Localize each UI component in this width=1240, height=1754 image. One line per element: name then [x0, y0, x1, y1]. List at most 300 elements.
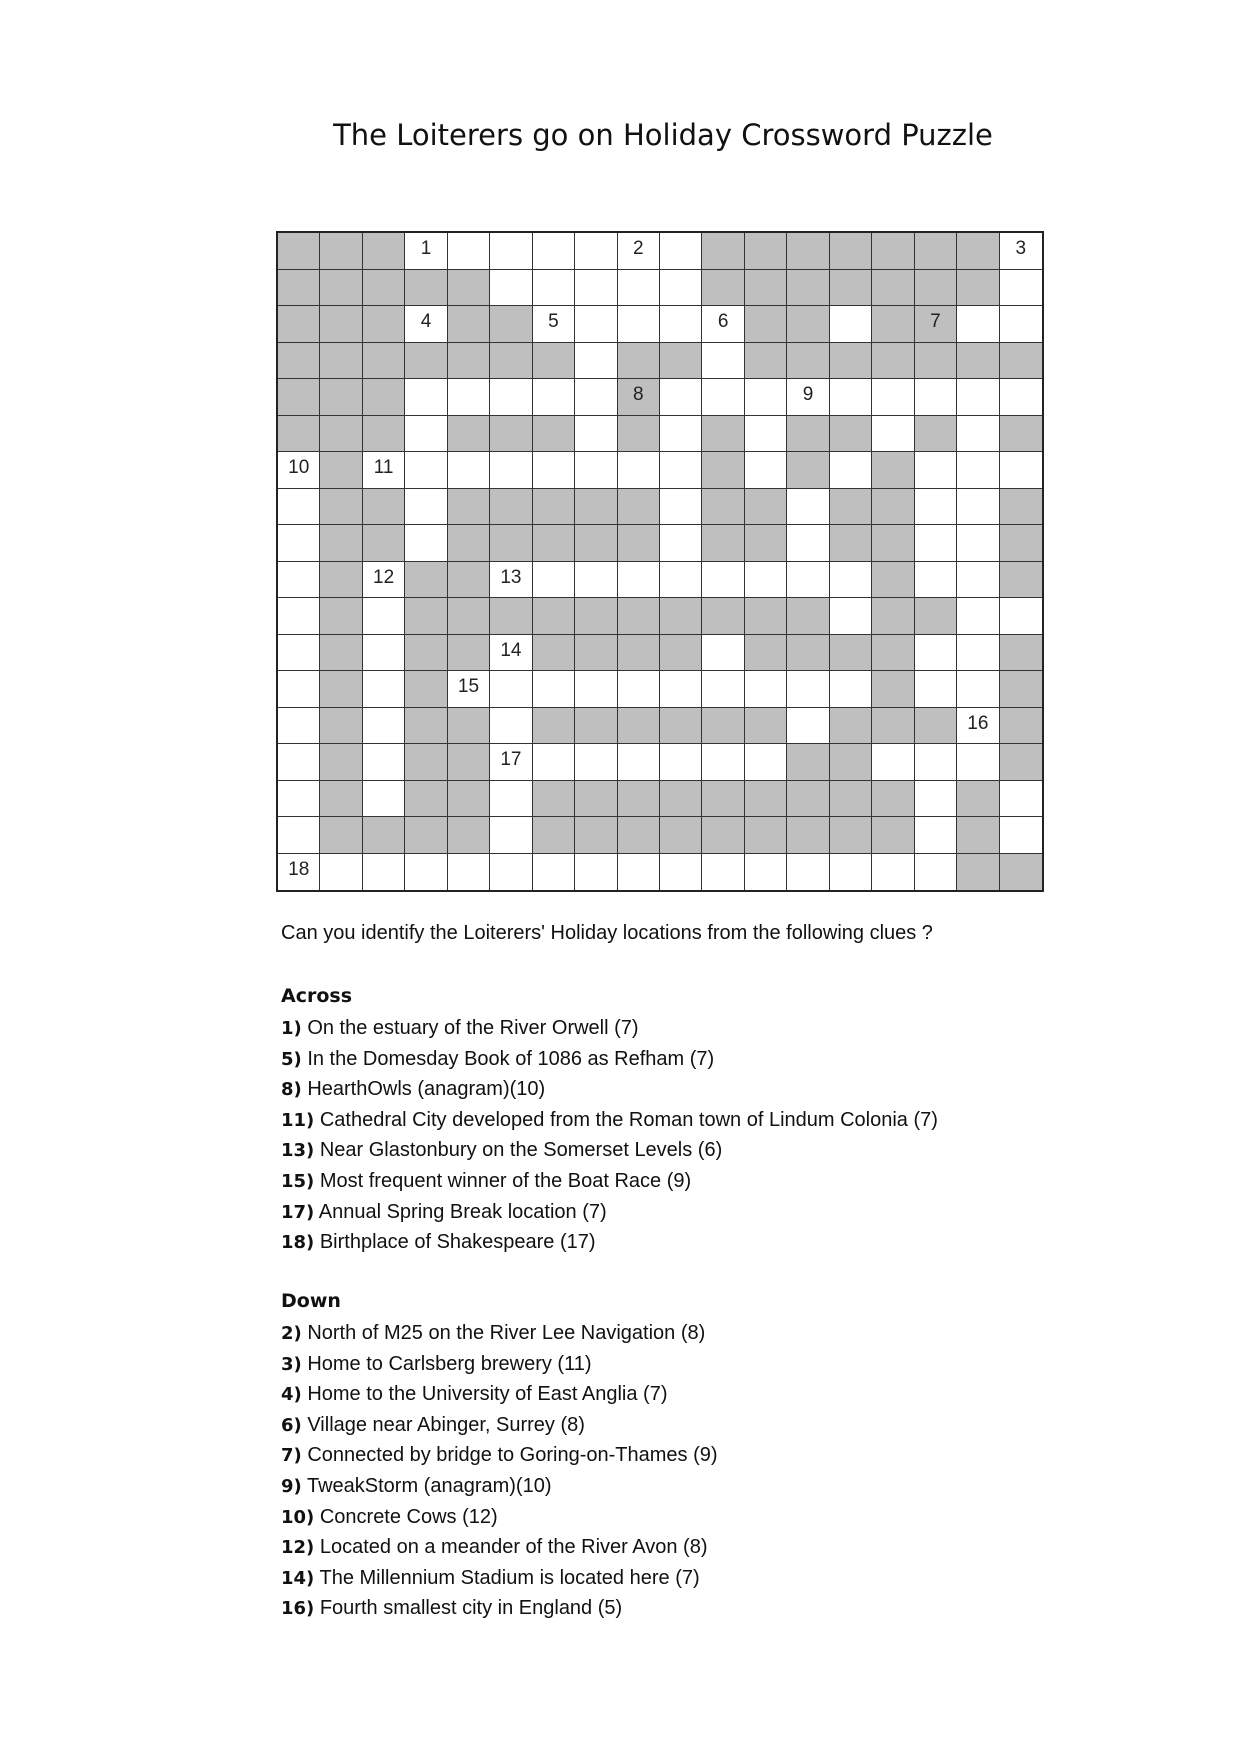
down-clue: [281, 1318, 718, 1349]
answer-cell[interactable]: [405, 452, 447, 489]
blocked-cell: [278, 233, 320, 270]
answer-cell[interactable]: [872, 854, 914, 891]
blocked-cell: [1000, 343, 1042, 380]
blocked-cell: [448, 598, 490, 635]
blocked-cell: [915, 416, 957, 453]
answer-cell[interactable]: [1000, 306, 1042, 343]
blocked-cell: [745, 598, 787, 635]
blocked-cell: [405, 562, 447, 599]
answer-cell[interactable]: [702, 343, 744, 380]
answer-cell[interactable]: [405, 525, 447, 562]
blocked-cell: [830, 744, 872, 781]
blocked-cell: [448, 525, 490, 562]
answer-cell[interactable]: [575, 306, 617, 343]
blocked-cell: [660, 635, 702, 672]
clue-number: 10: [288, 457, 310, 478]
blocked-cell: [575, 598, 617, 635]
blocked-cell: [702, 817, 744, 854]
blocked-cell: [278, 270, 320, 307]
blocked-cell: [872, 489, 914, 526]
blocked-cell: [363, 270, 405, 307]
answer-cell[interactable]: [915, 817, 957, 854]
blocked-cell: [533, 817, 575, 854]
answer-cell[interactable]: [575, 270, 617, 307]
answer-cell[interactable]: [957, 306, 999, 343]
clue-number: 5: [548, 311, 559, 332]
clue-text: Village near Abinger, Surrey (8): [301, 1413, 585, 1436]
blocked-cell: [745, 270, 787, 307]
answer-cell[interactable]: [575, 562, 617, 599]
answer-cell[interactable]: [490, 744, 532, 781]
answer-cell[interactable]: [363, 635, 405, 672]
clue-number-label: 9): [281, 1475, 302, 1497]
answer-cell[interactable]: [787, 854, 829, 891]
answer-cell[interactable]: [363, 562, 405, 599]
answer-cell[interactable]: [363, 452, 405, 489]
answer-cell[interactable]: [957, 489, 999, 526]
answer-cell[interactable]: [745, 379, 787, 416]
answer-cell[interactable]: [1000, 598, 1042, 635]
answer-cell[interactable]: [575, 379, 617, 416]
blocked-cell: [320, 489, 362, 526]
answer-cell[interactable]: [872, 379, 914, 416]
answer-cell[interactable]: [533, 854, 575, 891]
answer-cell[interactable]: [787, 525, 829, 562]
blocked-cell: [448, 562, 490, 599]
answer-cell[interactable]: [575, 671, 617, 708]
blocked-cell: [872, 781, 914, 818]
blocked-cell: [830, 635, 872, 672]
blocked-cell: [702, 708, 744, 745]
blocked-cell: [872, 635, 914, 672]
blocked-cell: [533, 525, 575, 562]
answer-cell[interactable]: [278, 817, 320, 854]
blocked-cell: [405, 671, 447, 708]
clue-number: 1: [420, 238, 432, 259]
answer-cell[interactable]: [830, 306, 872, 343]
clue-number-label: 18): [281, 1232, 315, 1254]
clue-number: 14: [500, 639, 522, 661]
answer-cell[interactable]: [490, 854, 532, 891]
blocked-cell: [405, 781, 447, 818]
answer-cell[interactable]: [830, 854, 872, 891]
answer-cell[interactable]: [660, 452, 702, 489]
answer-cell[interactable]: [405, 489, 447, 526]
answer-cell[interactable]: [915, 781, 957, 818]
answer-cell[interactable]: [278, 489, 320, 526]
answer-cell[interactable]: [660, 525, 702, 562]
answer-cell[interactable]: [957, 744, 999, 781]
answer-cell[interactable]: [490, 781, 532, 818]
answer-cell[interactable]: [957, 708, 999, 745]
answer-cell[interactable]: [957, 416, 999, 453]
blocked-cell: [745, 343, 787, 380]
answer-cell[interactable]: [490, 671, 532, 708]
answer-cell[interactable]: [533, 562, 575, 599]
blocked-cell: [702, 489, 744, 526]
answer-cell[interactable]: [448, 452, 490, 489]
blocked-cell: [702, 416, 744, 453]
answer-cell[interactable]: [618, 562, 660, 599]
blocked-cell: [405, 708, 447, 745]
blocked-cell: [872, 525, 914, 562]
answer-cell[interactable]: [660, 233, 702, 270]
clue-text: Cathedral City developed from the Roman town of Lindum Colonia (7): [314, 1108, 938, 1131]
blocked-cell: [660, 598, 702, 635]
clue-number-label: 3): [281, 1353, 302, 1375]
answer-cell[interactable]: [490, 708, 532, 745]
down-clue: [281, 1502, 718, 1533]
answer-cell[interactable]: [278, 744, 320, 781]
answer-cell[interactable]: [915, 452, 957, 489]
answer-cell[interactable]: [575, 343, 617, 380]
answer-cell[interactable]: [448, 854, 490, 891]
answer-cell[interactable]: [618, 306, 660, 343]
blocked-cell: [363, 379, 405, 416]
answer-cell[interactable]: [533, 671, 575, 708]
answer-cell[interactable]: [872, 744, 914, 781]
blocked-cell: [618, 708, 660, 745]
answer-cell[interactable]: [1000, 452, 1042, 489]
answer-cell[interactable]: [787, 379, 829, 416]
answer-cell[interactable]: [618, 744, 660, 781]
across-clue: [281, 1105, 938, 1136]
blocked-cell: [830, 343, 872, 380]
answer-cell[interactable]: [830, 598, 872, 635]
answer-cell[interactable]: [448, 379, 490, 416]
clue-text: Birthplace of Shakespeare (17): [314, 1231, 596, 1254]
answer-cell[interactable]: [490, 452, 532, 489]
blocked-cell: [363, 525, 405, 562]
answer-cell[interactable]: [1000, 233, 1042, 270]
answer-cell[interactable]: [660, 270, 702, 307]
clue-text: The Millennium Stadium is located here (7): [314, 1566, 700, 1589]
blocked-cell: [872, 306, 914, 343]
answer-cell[interactable]: [702, 671, 744, 708]
answer-cell[interactable]: [575, 854, 617, 891]
clue-number-label: 13): [281, 1140, 315, 1162]
answer-cell[interactable]: [320, 854, 362, 891]
blocked-cell: [405, 635, 447, 672]
clue-number-label: 15): [281, 1170, 315, 1192]
answer-cell[interactable]: [787, 671, 829, 708]
clue-number: 4: [420, 311, 432, 332]
answer-cell[interactable]: [278, 671, 320, 708]
clue-number-label: 14): [281, 1567, 315, 1589]
answer-cell[interactable]: [405, 233, 447, 270]
across-section: [281, 980, 938, 1258]
blocked-cell: [830, 708, 872, 745]
clue-text: In the Domesday Book of 1086 as Refham (7): [301, 1047, 715, 1070]
blocked-cell: [363, 817, 405, 854]
answer-cell[interactable]: [363, 708, 405, 745]
answer-cell[interactable]: [957, 452, 999, 489]
blocked-cell: [1000, 525, 1042, 562]
answer-cell[interactable]: [278, 781, 320, 818]
blocked-cell: [872, 708, 914, 745]
clue-number: 11: [373, 457, 394, 478]
answer-cell[interactable]: [1000, 270, 1042, 307]
answer-cell[interactable]: [278, 598, 320, 635]
clue-text: Most frequent winner of the Boat Race (9): [314, 1169, 692, 1192]
answer-cell[interactable]: [490, 817, 532, 854]
answer-cell[interactable]: [915, 489, 957, 526]
answer-cell[interactable]: [660, 306, 702, 343]
answer-cell[interactable]: [618, 671, 660, 708]
answer-cell[interactable]: [702, 635, 744, 672]
blocked-cell: [618, 379, 660, 416]
answer-cell[interactable]: [787, 708, 829, 745]
blocked-cell: [872, 343, 914, 380]
blocked-cell: [320, 598, 362, 635]
blocked-cell: [830, 489, 872, 526]
blocked-cell: [490, 489, 532, 526]
blocked-cell: [448, 489, 490, 526]
answer-cell[interactable]: [957, 379, 999, 416]
blocked-cell: [575, 708, 617, 745]
blocked-cell: [787, 233, 829, 270]
answer-cell[interactable]: [618, 233, 660, 270]
answer-cell[interactable]: [278, 452, 320, 489]
clue-number-label: 10): [281, 1506, 315, 1528]
blocked-cell: [320, 452, 362, 489]
answer-cell[interactable]: [1000, 781, 1042, 818]
answer-cell[interactable]: [278, 562, 320, 599]
down-clue: [281, 1410, 718, 1441]
answer-cell[interactable]: [702, 379, 744, 416]
clue-number-label: 17): [281, 1201, 315, 1223]
down-section: [281, 1285, 718, 1624]
answer-cell[interactable]: [660, 379, 702, 416]
answer-cell[interactable]: [957, 562, 999, 599]
answer-cell[interactable]: [448, 233, 490, 270]
blocked-cell: [660, 343, 702, 380]
blocked-cell: [278, 306, 320, 343]
answer-cell[interactable]: [830, 671, 872, 708]
answer-cell[interactable]: [830, 452, 872, 489]
down-clue: [281, 1563, 718, 1594]
answer-cell[interactable]: [363, 744, 405, 781]
clue-number: 9: [802, 384, 814, 405]
answer-cell[interactable]: [278, 635, 320, 672]
answer-cell[interactable]: [872, 416, 914, 453]
answer-cell[interactable]: [915, 744, 957, 781]
answer-cell[interactable]: [363, 671, 405, 708]
answer-cell[interactable]: [745, 416, 787, 453]
blocked-cell: [745, 817, 787, 854]
clue-text: Fourth smallest city in England (5): [314, 1597, 623, 1620]
answer-cell[interactable]: [957, 525, 999, 562]
clue-number-label: 8): [281, 1079, 302, 1101]
answer-cell[interactable]: [448, 671, 490, 708]
answer-cell[interactable]: [618, 854, 660, 891]
blocked-cell: [1000, 854, 1042, 891]
answer-cell[interactable]: [533, 379, 575, 416]
across-clue: [281, 1044, 938, 1075]
blocked-cell: [660, 817, 702, 854]
answer-cell[interactable]: [405, 416, 447, 453]
answer-cell[interactable]: [915, 854, 957, 891]
answer-cell[interactable]: [533, 233, 575, 270]
answer-cell[interactable]: [363, 781, 405, 818]
clue-text: Home to the University of East Anglia (7): [301, 1383, 668, 1406]
blocked-cell: [618, 598, 660, 635]
answer-cell[interactable]: [405, 854, 447, 891]
blocked-cell: [787, 270, 829, 307]
answer-cell[interactable]: [915, 562, 957, 599]
answer-cell[interactable]: [745, 562, 787, 599]
answer-cell[interactable]: [575, 744, 617, 781]
answer-cell[interactable]: [490, 635, 532, 672]
answer-cell[interactable]: [490, 562, 532, 599]
clue-number-label: 7): [281, 1445, 302, 1467]
answer-cell[interactable]: [660, 671, 702, 708]
blocked-cell: [787, 598, 829, 635]
blocked-cell: [787, 416, 829, 453]
blocked-cell: [872, 671, 914, 708]
answer-cell[interactable]: [787, 489, 829, 526]
answer-cell[interactable]: [405, 306, 447, 343]
blocked-cell: [448, 744, 490, 781]
answer-cell[interactable]: [745, 854, 787, 891]
blocked-cell: [320, 525, 362, 562]
blocked-cell: [957, 270, 999, 307]
clue-text: Connected by bridge to Goring-on-Thames (9): [301, 1444, 718, 1467]
answer-cell[interactable]: [830, 562, 872, 599]
blocked-cell: [915, 708, 957, 745]
answer-cell[interactable]: [490, 379, 532, 416]
blocked-cell: [702, 781, 744, 818]
blocked-cell: [915, 598, 957, 635]
answer-cell[interactable]: [787, 562, 829, 599]
blocked-cell: [533, 598, 575, 635]
answer-cell[interactable]: [490, 270, 532, 307]
blocked-cell: [830, 817, 872, 854]
answer-cell[interactable]: [575, 233, 617, 270]
blocked-cell: [490, 306, 532, 343]
blocked-cell: [533, 708, 575, 745]
clue-text: Concrete Cows (12): [314, 1505, 498, 1528]
blocked-cell: [872, 817, 914, 854]
answer-cell[interactable]: [702, 306, 744, 343]
blocked-cell: [872, 270, 914, 307]
clue-number-label: 5): [281, 1048, 302, 1070]
answer-cell[interactable]: [702, 854, 744, 891]
answer-cell[interactable]: [533, 452, 575, 489]
answer-cell[interactable]: [660, 562, 702, 599]
answer-cell[interactable]: [915, 525, 957, 562]
answer-cell[interactable]: [575, 416, 617, 453]
answer-cell[interactable]: [278, 708, 320, 745]
answer-cell[interactable]: [278, 854, 320, 891]
blocked-cell: [363, 306, 405, 343]
blocked-cell: [278, 343, 320, 380]
clue-number: 6: [717, 311, 729, 332]
answer-cell[interactable]: [533, 744, 575, 781]
answer-cell[interactable]: [660, 744, 702, 781]
clue-number-label: 1): [281, 1018, 302, 1039]
blocked-cell: [320, 416, 362, 453]
across-clue: [281, 1013, 938, 1044]
answer-cell[interactable]: [702, 562, 744, 599]
across-clue: [281, 1074, 938, 1105]
puzzle-title: The Loiterers go on Holiday Crossword Puzzle: [333, 118, 993, 152]
down-clue-list: [281, 1318, 718, 1624]
answer-cell[interactable]: [490, 233, 532, 270]
answer-cell[interactable]: [405, 379, 447, 416]
answer-cell[interactable]: [957, 635, 999, 672]
blocked-cell: [702, 233, 744, 270]
blocked-cell: [405, 270, 447, 307]
answer-cell[interactable]: [618, 452, 660, 489]
blocked-cell: [872, 452, 914, 489]
answer-cell[interactable]: [915, 635, 957, 672]
answer-cell[interactable]: [618, 270, 660, 307]
clue-number-label: 16): [281, 1598, 315, 1620]
blocked-cell: [320, 781, 362, 818]
clue-number: 17: [500, 749, 522, 770]
answer-cell[interactable]: [533, 306, 575, 343]
blocked-cell: [702, 452, 744, 489]
blocked-cell: [533, 635, 575, 672]
answer-cell[interactable]: [915, 379, 957, 416]
blocked-cell: [830, 233, 872, 270]
answer-cell[interactable]: [575, 452, 617, 489]
answer-cell[interactable]: [533, 270, 575, 307]
blocked-cell: [618, 343, 660, 380]
blocked-cell: [490, 525, 532, 562]
blocked-cell: [618, 817, 660, 854]
answer-cell[interactable]: [660, 854, 702, 891]
blocked-cell: [830, 525, 872, 562]
blocked-cell: [320, 708, 362, 745]
blocked-cell: [957, 854, 999, 891]
clue-text: Annual Spring Break location (7): [314, 1200, 607, 1223]
blocked-cell: [448, 270, 490, 307]
answer-cell[interactable]: [915, 671, 957, 708]
blocked-cell: [957, 343, 999, 380]
blocked-cell: [278, 379, 320, 416]
answer-cell[interactable]: [702, 744, 744, 781]
blocked-cell: [830, 781, 872, 818]
blocked-cell: [1000, 708, 1042, 745]
clue-number: 18: [288, 858, 310, 880]
blocked-cell: [278, 416, 320, 453]
answer-cell[interactable]: [1000, 817, 1042, 854]
answer-cell[interactable]: [363, 598, 405, 635]
answer-cell[interactable]: [1000, 379, 1042, 416]
answer-cell[interactable]: [660, 416, 702, 453]
answer-cell[interactable]: [660, 489, 702, 526]
answer-cell[interactable]: [278, 525, 320, 562]
answer-cell[interactable]: [745, 452, 787, 489]
blocked-cell: [448, 817, 490, 854]
blocked-cell: [575, 781, 617, 818]
answer-cell[interactable]: [363, 854, 405, 891]
blocked-cell: [490, 416, 532, 453]
clue-text: On the estuary of the River Orwell (7): [301, 1017, 639, 1039]
blocked-cell: [745, 525, 787, 562]
answer-cell[interactable]: [957, 671, 999, 708]
answer-cell[interactable]: [745, 671, 787, 708]
answer-cell[interactable]: [957, 598, 999, 635]
answer-cell[interactable]: [745, 744, 787, 781]
clue-text: TweakStorm (anagram)(10): [301, 1474, 552, 1497]
clue-number: 3: [1015, 238, 1027, 259]
blocked-cell: [405, 343, 447, 380]
answer-cell[interactable]: [830, 379, 872, 416]
clue-number: 16: [967, 712, 989, 734]
